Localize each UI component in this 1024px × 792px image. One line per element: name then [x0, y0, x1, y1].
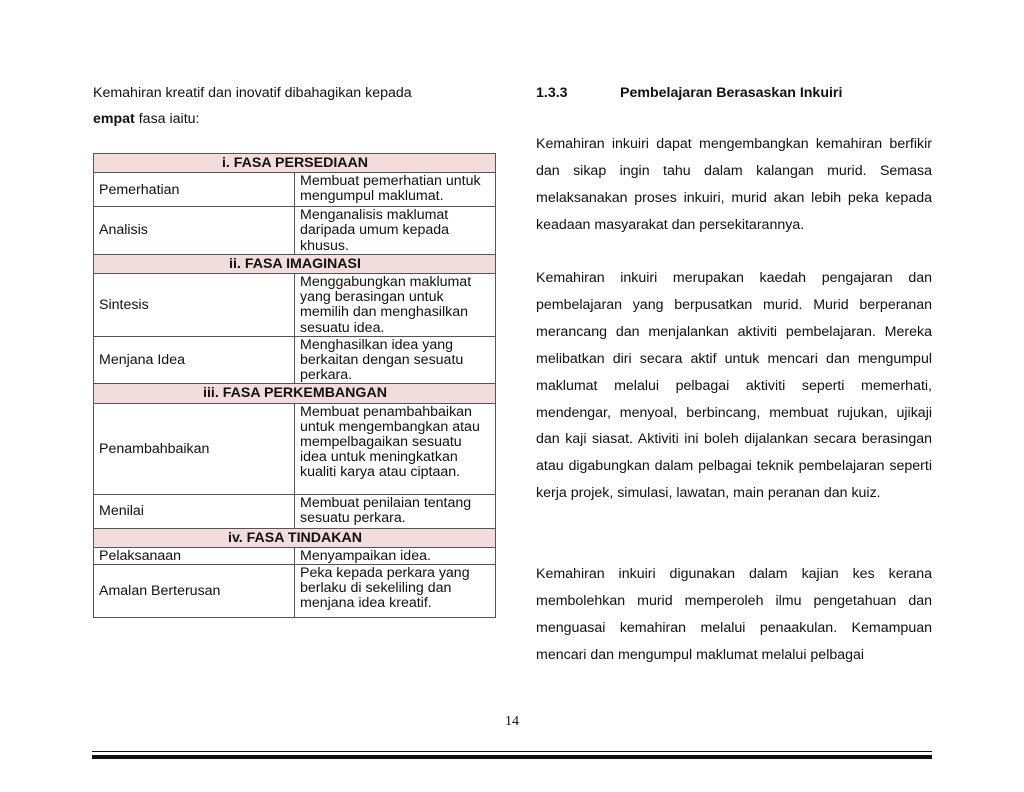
description-cell: Menyampaikan idea. — [295, 547, 496, 564]
table-row — [94, 565, 496, 618]
aspect-cell: Analisis — [94, 207, 295, 255]
aspect-cell: Sintesis — [94, 274, 295, 337]
phase-title: iii. FASA PERKEMBANGAN — [94, 384, 496, 403]
intro-text — [93, 80, 496, 132]
paragraph: Kemahiran inkuiri merupakan kaedah pengajaran dan pembelajaran yang berpusatkan murid. Murid berperanan merancang dan menjalankan aktiviti pembelajaran. Mereka melibatkan diri secara aktif untuk mencari dan mengumpul maklumat melalui pelbagai aktiviti seperti memerhati, mendengar, menyoal, berbincang, membuat rujukan, ujikaji dan kaji siasat. Aktiviti ini boleh dijalankan secara berasingan atau digabungkan dalam pelbagai teknik pembelajaran seperti kerja projek, simulasi, lawatan, main peranan dan kuiz. — [536, 270, 932, 502]
phase-header-row — [94, 528, 496, 547]
description-cell: Membuat pemerhatian untuk mengumpul maklumat. — [295, 173, 496, 207]
description-cell: Menganalisis maklumat daripada umum kepada khusus. — [295, 207, 496, 255]
section-heading — [536, 80, 932, 106]
phase-table — [93, 153, 496, 618]
description-cell: Peka kepada perkara yang berlaku di sekeliling dan menjana idea kreatif. — [295, 565, 496, 618]
table-row — [94, 207, 496, 255]
intro-bold-word: empat — [93, 111, 135, 127]
phase-header-row — [94, 254, 496, 273]
description-cell: Membuat penambahbaikan untuk mengembangkan atau mempelbagaikan sesuatu idea untuk meningkatkan kualiti karya atau ciptaan. — [295, 403, 496, 494]
description-cell: Membuat penilaian tentang sesuatu perkara. — [295, 494, 496, 528]
table-row — [94, 494, 496, 528]
page-number: 14 — [505, 714, 519, 729]
section-number: 1.3.3 — [536, 85, 568, 101]
aspect-cell: Pelaksanaan — [94, 547, 295, 564]
table-row — [94, 274, 496, 337]
footer-rule-thin — [92, 751, 932, 752]
right-column — [536, 80, 932, 106]
table-row — [94, 336, 496, 384]
aspect-cell: Menilai — [94, 494, 295, 528]
phase-header-row — [94, 384, 496, 403]
phase-title: i. FASA PERSEDIAAN — [94, 154, 496, 173]
table-row — [94, 547, 496, 564]
table-row — [94, 403, 496, 494]
table-row — [94, 173, 496, 207]
paragraph: Kemahiran inkuiri digunakan dalam kajian kes kerana membolehkan murid memperoleh ilmu pengetahuan dan menguasai kemahiran melalui penaakulan. Kemampuan mencari dan mengumpul maklumat melalui pelbagai — [536, 566, 932, 663]
phase-header-row — [94, 154, 496, 173]
intro-line-1: Kemahiran kreatif dan inovatif dibahagikan kepada — [93, 85, 412, 101]
left-column — [93, 80, 496, 132]
paragraph: Kemahiran inkuiri dapat mengembangkan kemahiran berfikir dan sikap ingin tahu dalam kalangan murid. Semasa melaksanakan proses inkuiri, murid akan lebih peka kepada keadaan masyarakat dan persekitarannya. — [536, 136, 932, 233]
intro-line-2: fasa iaitu: — [134, 111, 200, 127]
aspect-cell: Amalan Berterusan — [94, 565, 295, 618]
footer-rule-thick — [92, 755, 932, 759]
section-title: Pembelajaran Berasaskan Inkuiri — [620, 85, 843, 101]
aspect-cell: Penambahbaikan — [94, 403, 295, 494]
aspect-cell: Menjana Idea — [94, 336, 295, 384]
description-cell: Menggabungkan maklumat yang berasingan untuk memilih dan menghasilkan sesuatu idea. — [295, 274, 496, 337]
description-cell: Menghasilkan idea yang berkaitan dengan sesuatu perkara. — [295, 336, 496, 384]
phase-title: ii. FASA IMAGINASI — [94, 254, 496, 273]
phase-title: iv. FASA TINDAKAN — [94, 528, 496, 547]
aspect-cell: Pemerhatian — [94, 173, 295, 207]
